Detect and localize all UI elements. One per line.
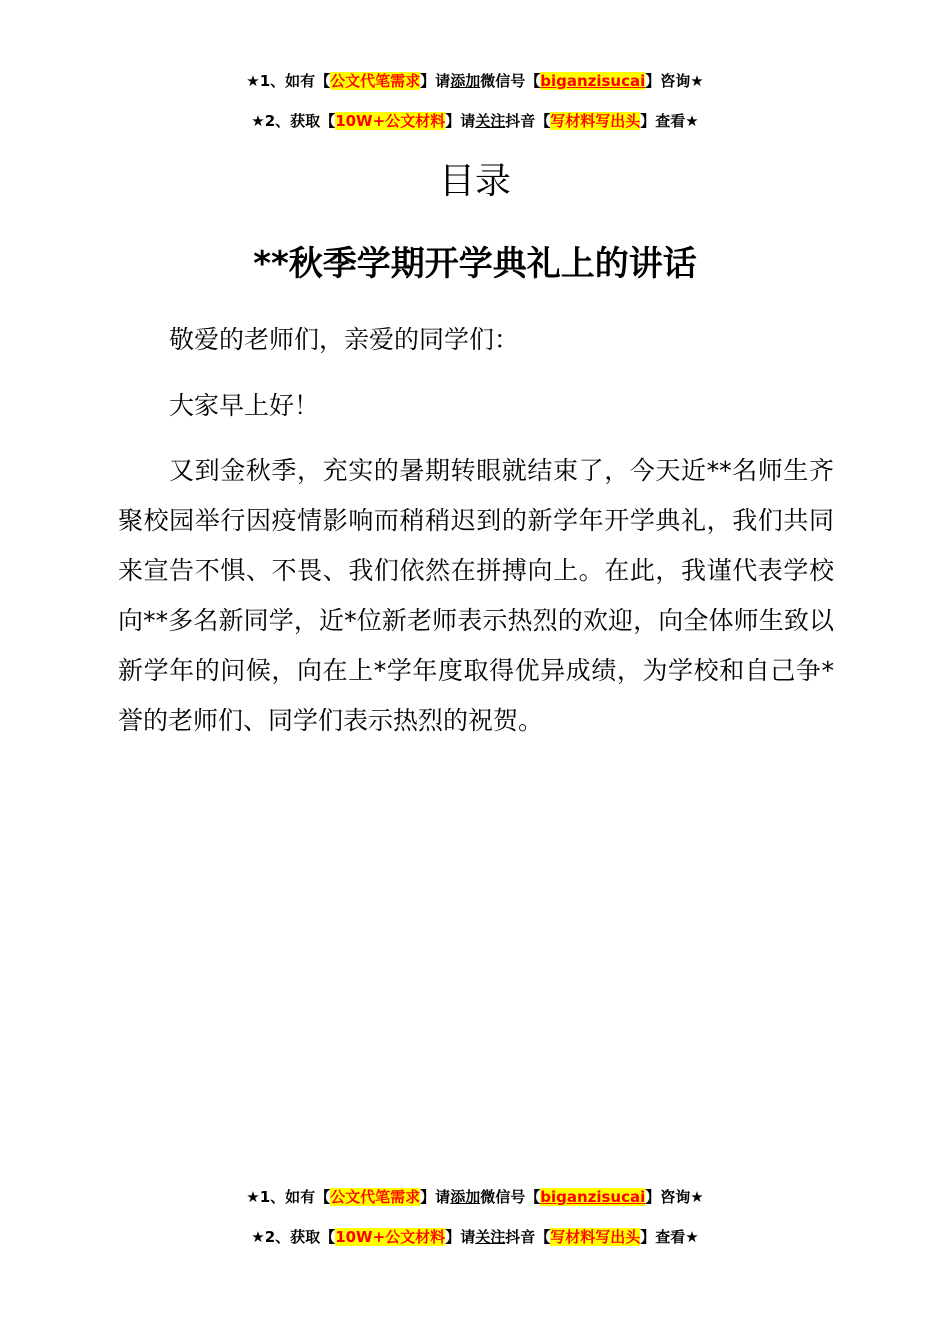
promo-prefix: ★1、如有【 <box>246 1188 331 1206</box>
header-promo-line-1 <box>0 71 950 91</box>
promo-suffix: 】查看★ <box>640 112 699 130</box>
promo-emphasis: 关注 <box>475 1228 506 1246</box>
promo-suffix: 】咨询★ <box>645 72 704 90</box>
promo-text: 】请 <box>420 72 451 90</box>
promo-emphasis: 添加 <box>450 1188 481 1206</box>
wechat-id-link[interactable]: biganzisucai <box>540 1188 646 1206</box>
promo-prefix: ★2、获取【 <box>251 112 336 130</box>
promo-emphasis: 关注 <box>475 112 506 130</box>
promo-emphasis: 添加 <box>450 72 481 90</box>
promo-highlight-account: 写材料写出头 <box>550 112 641 130</box>
promo-text: 微信号【 <box>480 1188 541 1206</box>
promo-suffix: 】咨询★ <box>645 1188 704 1206</box>
promo-text: 】请 <box>420 1188 451 1206</box>
speech-title: **秋季学期开学典礼上的讲话 <box>253 244 697 284</box>
promo-highlight-materials: 10W+公文材料 <box>335 112 446 130</box>
body-paragraph: 又到金秋季，充实的暑期转眼就结束了，今天近**名师生齐聚校园举行因疫情影响而稍稍迟到的新学年开学典礼，我们共同来宣告不惧、不畏、我们依然在拼搏向上。在此，我谨代表学校向**多名新同学，近*位新老师表示热烈的欢迎，向全体师生致以新学年的问候，向在上*学年度取得优异成绩，为学校和自己争*誉的老师们、同学们表示热烈的祝贺。 <box>118 456 834 735</box>
greeting-paragraph: 大家早上好！ <box>169 391 320 420</box>
promo-text: 抖音【 <box>505 1228 551 1246</box>
promo-highlight-service: 公文代笔需求 <box>330 72 421 90</box>
promo-text: 微信号【 <box>480 72 541 90</box>
promo-text: 】请 <box>445 1228 476 1246</box>
footer-promo-line-1 <box>0 1187 950 1207</box>
header-promo-line-2 <box>0 111 950 131</box>
wechat-id-link[interactable]: biganzisucai <box>540 72 646 90</box>
promo-prefix: ★2、获取【 <box>251 1228 336 1246</box>
salutation-paragraph: 敬爱的老师们，亲爱的同学们： <box>169 325 520 354</box>
promo-highlight-account: 写材料写出头 <box>550 1228 641 1246</box>
promo-highlight-service: 公文代笔需求 <box>330 1188 421 1206</box>
toc-heading: 目录 <box>438 161 511 202</box>
promo-text: 抖音【 <box>505 112 551 130</box>
promo-text: 】请 <box>445 112 476 130</box>
footer-promo-line-2 <box>0 1227 950 1247</box>
promo-prefix: ★1、如有【 <box>246 72 331 90</box>
promo-suffix: 】查看★ <box>640 1228 699 1246</box>
promo-highlight-materials: 10W+公文材料 <box>335 1228 446 1246</box>
